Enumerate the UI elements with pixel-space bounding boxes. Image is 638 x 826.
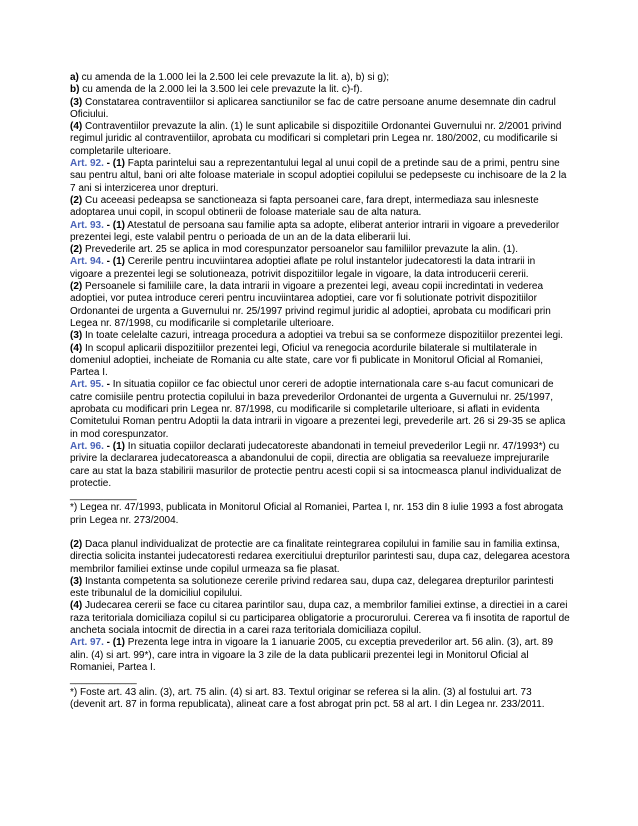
law-paragraph bbox=[70, 441, 570, 490]
paragraph-lead: (2) bbox=[70, 538, 83, 550]
paragraph-spacer bbox=[70, 527, 570, 539]
paragraph-lead: (3) bbox=[70, 96, 83, 108]
paragraph-lead: (3) bbox=[70, 575, 83, 587]
paragraph-text: Judecarea cererii se face cu citarea parintilor sau, dupa caz, a membrilor familiei extinse, a directiei in a carei raza teritoriala domiciliaza copilul si cu participarea obligatorie a procurorului. Cererea va fi insotita de raportul de ancheta sociala intocmit de directia in a carei raza teritoriala domiciliaza copilul. bbox=[70, 600, 570, 637]
paragraph-group-1 bbox=[70, 72, 570, 490]
paragraph-lead: - (1) bbox=[103, 158, 126, 170]
footnote-1: *) Legea nr. 47/1993, publicata in Monitorul Oficial al Romaniei, Partea I, nr. 153 din 8 iulie 1993 a fost abrogata prin Legea nr. 273/2004. bbox=[70, 502, 564, 526]
paragraph-text: In situatia copiilor ce fac obiectul unor cereri de adoptie internationala care s-au facut comunicari de catre comisiile pentru protectia copilului in baza prevederilor Ordonantei de urgenta a Guvernului nr. 25/1997, aprobata cu modificari prin Legea nr. 87/1998, cu modificarile si completarile ulterioare, si aflati in evidenta Comitetului Roman pentru Adoptii la data intrarii in vigoare a prezentei legi, prevederile art. 26 si 29-35 se aplica in mod corespunzator. bbox=[70, 379, 566, 440]
law-paragraph bbox=[70, 600, 570, 637]
document-body bbox=[70, 72, 570, 711]
paragraph-text: Cu aceeasi pedeapsa se sanctioneaza si fapta persoanei care, fara drept, intermediaza sau inlesneste adoptarea unui copil, in scopul obtinerii de foloase materiale sau de alta natura. bbox=[70, 194, 539, 219]
paragraph-text: Constatarea contraventiilor si aplicarea sanctiunilor se fac de catre persoane anume desemnate din cadrul Oficiului. bbox=[70, 96, 556, 120]
paragraph-lead: (4) bbox=[70, 121, 83, 133]
paragraph-text: Contraventiilor prevazute la alin. (1) le sunt aplicabile si dispozitiile Ordonantei Guvernului nr. 2/2001 privind regimul juridic al contraventiilor, aprobata cu modificari si completari prin Legea nr. 180/2002, cu modificarile si completarile ulterioare. bbox=[70, 121, 562, 157]
article-reference: Art. 92. bbox=[70, 158, 104, 170]
paragraph-text: Daca planul individualizat de protectie are ca finalitate reintegrarea copilului in familie sau in familia extinsa, directia solicita instantei judecatoresti redarea exercitiului drepturilor parintesti sau, dupa caz, delegarea acestora membrilor familiei extinse unde copilul urmeaza sa fie plasat. bbox=[70, 538, 570, 575]
paragraph-lead: - (1) bbox=[103, 637, 126, 649]
paragraph-text: Cererile pentru incuviintarea adoptiei aflate pe rolul instantelor judecatoresti la data intrarii in vigoare a prezentei legi se solutioneaza, potrivit dispozitiilor legale in vigoare, la data introducerii cererii. bbox=[70, 256, 536, 280]
paragraph-group-2 bbox=[70, 539, 570, 674]
law-paragraph bbox=[70, 330, 570, 342]
paragraph-lead: - (1) bbox=[103, 440, 126, 452]
paragraph-text: cu amenda de la 1.000 lei la 2.500 lei cele prevazute la lit. a), b) si g); bbox=[78, 72, 390, 83]
law-paragraph bbox=[70, 158, 570, 195]
paragraph-text: In situatia copiilor declarati judecatoreste abandonati in temeiul prevederilor Legii nr. 47/1993*) cu privire la declararea judecatoreasca a abandonului de copii, directia are obligatia sa reevalueze imprejurarile care au stat la baza stabilirii masurilor de protectie pentru acesti copii si sa intocmeasca planul individualizat de protectie. bbox=[70, 440, 562, 489]
paragraph-text: Instanta competenta sa solutioneze cererile privind redarea sau, dupa caz, delegarea drepturilor parintesti este tribunalul de la domiciliul copilului. bbox=[70, 575, 554, 600]
paragraph-text: Prezenta lege intra in vigoare la 1 ianuarie 2005, cu exceptia prevederilor art. 56 alin. (3), art. 89 alin. (4) si art. 99*), care intra in vigoare la 3 zile de la data publicarii prezentei legi in Monitorul Oficial al Romaniei, Partea I. bbox=[70, 637, 554, 673]
paragraph-text: In toate celelalte cazuri, intreaga procedura a adoptiei va trebui sa se conformeze dispozitiilor prezentei legi. bbox=[82, 330, 564, 342]
law-paragraph bbox=[70, 539, 570, 576]
paragraph-text: In scopul aplicarii dispozitiilor prezentei legi, Oficiul va renegocia acordurile bilaterale si multilaterale in domeniul adoptiei, incheiate de Romania cu alte state, care vor fi publicate in Monitorul Oficial al Romaniei, Partea I. bbox=[70, 342, 544, 379]
law-paragraph bbox=[70, 343, 570, 380]
paragraph-lead: (2) bbox=[70, 281, 83, 293]
article-reference: Art. 97. bbox=[70, 637, 104, 649]
law-paragraph bbox=[70, 576, 570, 601]
paragraph-lead: - (1) bbox=[103, 219, 126, 231]
article-reference: Art. 95. bbox=[70, 379, 104, 391]
footnote-rule-1: ____________ bbox=[70, 490, 137, 502]
paragraph-text: Fapta parintelui sau a reprezentantului legal al unui copil de a pretinde sau de a primi, pentru sine sau pentru altul, bani ori alte foloase materiale in scopul adoptiei copilului se pedepseste cu inchisoare de la 2 la 7 ani si interzicerea unor drepturi. bbox=[70, 158, 567, 194]
article-reference: Art. 94. bbox=[70, 256, 104, 268]
paragraph-lead: (4) bbox=[70, 600, 83, 612]
law-paragraph bbox=[70, 195, 570, 220]
paragraph-lead: (4) bbox=[70, 342, 83, 354]
paragraph-text: Prevederile art. 25 se aplica in mod corespunzator persoanelor sau familiilor prevazute la alin. (1). bbox=[82, 244, 519, 256]
law-paragraph bbox=[70, 379, 570, 440]
paragraph-lead: a) bbox=[70, 72, 79, 83]
footnote-rule-2: ____________ bbox=[70, 674, 137, 686]
article-reference: Art. 96. bbox=[70, 440, 104, 452]
paragraph-lead: (2) bbox=[70, 194, 83, 206]
paragraph-lead: (2) bbox=[70, 244, 83, 256]
paragraph-lead: - (1) bbox=[103, 256, 126, 268]
law-paragraph bbox=[70, 84, 570, 96]
law-paragraph bbox=[70, 637, 570, 674]
law-paragraph bbox=[70, 72, 570, 84]
law-paragraph bbox=[70, 220, 570, 245]
footnote-2: *) Foste art. 43 alin. (3), art. 75 alin. (4) si art. 83. Textul originar se referea si la alin. (3) al fostului art. 73 (devenit art. 87 in forma republicata), alineat care a fost abrogat prin pct. 58 al art. I din Legea nr. 233/2011. bbox=[70, 686, 545, 710]
law-paragraph bbox=[70, 121, 570, 158]
law-paragraph bbox=[70, 97, 570, 122]
paragraph-lead: (3) bbox=[70, 330, 83, 342]
paragraph-lead: b) bbox=[70, 84, 80, 96]
paragraph-lead: - bbox=[103, 379, 111, 391]
paragraph-text: Persoanele si familiile care, la data intrarii in vigoare a prezentei legi, aveau copii incredintati in vederea adoptiei, vor putea introduce cereri pentru incuviintarea adoptiei, care vor fi solutionate potrivit dispozitiilor Ordonantei de urgenta a Guvernului nr. 25/1997 privind regimul juridic al adoptiei, aprobata cu modificari prin Legea nr. 87/1998, cu modificarile si completarile ulterioare. bbox=[70, 281, 551, 329]
article-reference: Art. 93. bbox=[70, 219, 104, 231]
law-paragraph bbox=[70, 244, 570, 256]
paragraph-text: cu amenda de la 2.000 lei la 3.500 lei cele prevazute la lit. c)-f). bbox=[79, 84, 363, 96]
law-paragraph bbox=[70, 256, 570, 281]
law-paragraph bbox=[70, 281, 570, 330]
paragraph-text: Atestatul de persoana sau familie apta sa adopte, eliberat anterior intrarii in vigoare a prevederilor prezentei legi, este valabil pentru o perioada de un an de la data eliberarii lui. bbox=[70, 219, 560, 243]
